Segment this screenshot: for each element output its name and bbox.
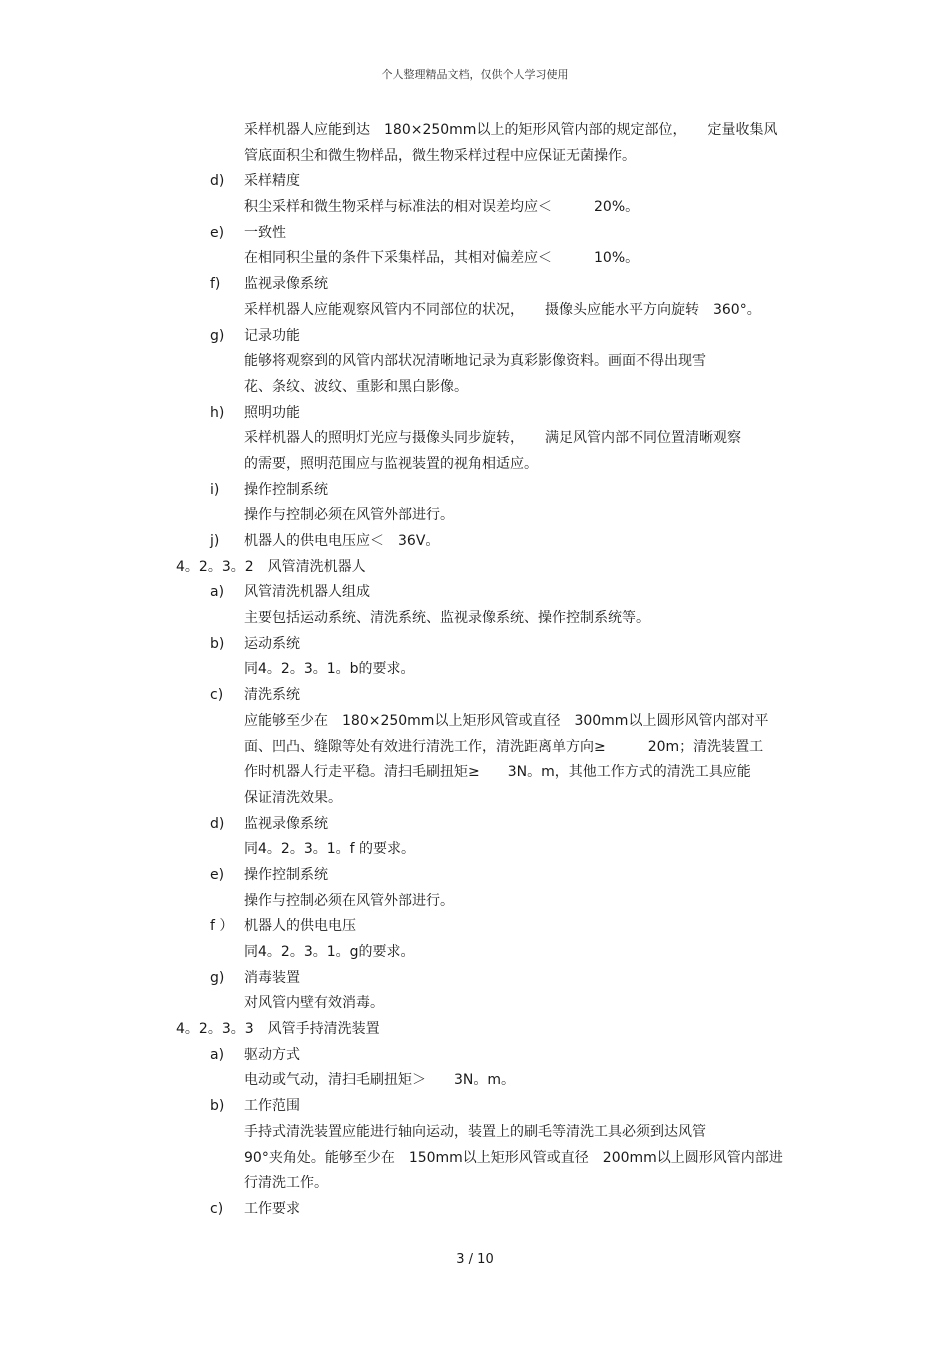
list-item — [0, 966, 950, 992]
paragraph-line — [0, 991, 950, 1017]
list-item — [0, 401, 950, 427]
list-item — [0, 272, 950, 298]
line-text: 采样机器人应能观察风管内不同部位的状况， 摄像头应能水平方向旋转 360°。 — [244, 301, 761, 318]
paragraph-line — [0, 709, 950, 735]
list-item — [0, 169, 950, 195]
section-heading — [0, 555, 950, 581]
section-heading-text: 4。2。3。2 风管清洗机器人 — [176, 558, 366, 575]
document-body — [0, 118, 950, 1223]
list-item-label: e) — [210, 866, 225, 883]
list-item-label: a) — [210, 1046, 225, 1063]
line-text: 工作范围 — [244, 1098, 300, 1115]
line-text: 90°夹角处。能够至少在 150mm以上矩形风管或直径 200mm以上圆形风管内部进 — [244, 1149, 783, 1166]
list-item — [0, 683, 950, 709]
paragraph-line — [0, 503, 950, 529]
section-heading-text: 4。2。3。3 风管手持清洗装置 — [176, 1021, 380, 1038]
list-item-label: j) — [210, 533, 220, 549]
line-text: 操作控制系统 — [244, 481, 328, 498]
paragraph-line — [0, 452, 950, 478]
line-text: 风管清洗机器人组成 — [244, 584, 370, 601]
page-header: 个人整理精品文档，仅供个人学习使用 — [381, 68, 569, 81]
line-text: 运动系统 — [244, 635, 300, 652]
line-text: 同4。2。3。1。b的要求。 — [244, 661, 415, 678]
paragraph-line — [0, 298, 950, 324]
paragraph-line — [0, 786, 950, 812]
line-text: 工作要求 — [244, 1200, 300, 1217]
list-item — [0, 1043, 950, 1069]
paragraph-line — [0, 195, 950, 221]
line-text: 保证清洗效果。 — [244, 789, 342, 806]
list-item — [0, 221, 950, 247]
list-item — [0, 632, 950, 658]
line-text: 主要包括运动系统、清洗系统、监视录像系统、操作控制系统等。 — [244, 610, 650, 627]
line-text: 管底面积尘和微生物样品，微生物采样过程中应保证无菌操作。 — [244, 147, 636, 164]
line-text: 电动或气动，清扫毛刷扭矩＞ 3N。m。 — [244, 1072, 516, 1089]
paragraph-line — [0, 940, 950, 966]
line-text: 能够将观察到的风管内部状况清晰地记录为真彩影像资料。画面不得出现雪 — [244, 353, 706, 370]
list-item-label: c) — [210, 687, 224, 704]
line-text: 手持式清洗装置应能进行轴向运动，装置上的刷毛等清洗工具必须到达风管 — [244, 1123, 706, 1140]
line-text: 应能够至少在 180×250mm以上矩形风管或直径 300mm以上圆形风管内部对平 — [244, 712, 769, 729]
paragraph-line — [0, 760, 950, 786]
paragraph-line — [0, 118, 950, 144]
line-text: 记录功能 — [244, 327, 300, 344]
list-item — [0, 914, 950, 940]
list-item-label: f ） — [210, 918, 234, 935]
list-item-label: g) — [210, 327, 225, 344]
list-item — [0, 1197, 950, 1223]
list-item — [0, 812, 950, 838]
paragraph-line — [0, 1068, 950, 1094]
line-text: 面、凹凸、缝隙等处有效进行清洗工作，清洗距离单方向≥ 20m；清洗装置工 — [244, 738, 764, 755]
line-text: 同4。2。3。1。g的要求。 — [244, 944, 415, 960]
line-text: 采样精度 — [244, 173, 300, 190]
paragraph-line — [0, 837, 950, 863]
line-text: 作时机器人行走平稳。清扫毛刷扭矩≥ 3N。m，其他工作方式的清洗工具应能 — [244, 764, 751, 781]
line-text: 监视录像系统 — [244, 815, 328, 832]
paragraph-line — [0, 349, 950, 375]
line-text: 采样机器人的照明灯光应与摄像头同步旋转， 满足风管内部不同位置清晰观察 — [244, 430, 741, 447]
paragraph-line — [0, 144, 950, 170]
list-item — [0, 1094, 950, 1120]
line-text: 花、条纹、波纹、重影和黑白影像。 — [244, 378, 468, 395]
list-item — [0, 324, 950, 350]
paragraph-line — [0, 1171, 950, 1197]
line-text: 监视录像系统 — [244, 276, 328, 293]
list-item-label: a) — [210, 584, 225, 601]
line-text: 采样机器人应能到达 180×250mm以上的矩形风管内部的规定部位， 定量收集风 — [244, 122, 778, 138]
paragraph-line — [0, 375, 950, 401]
line-text: 的需要，照明范围应与监视装置的视角相适应。 — [244, 455, 538, 472]
paragraph-line — [0, 735, 950, 761]
line-text: 行清洗工作。 — [244, 1175, 328, 1192]
list-item-label: g) — [210, 969, 225, 986]
paragraph-line — [0, 606, 950, 632]
list-item-label: d) — [210, 815, 225, 832]
line-text: 清洗系统 — [244, 687, 300, 704]
list-item — [0, 863, 950, 889]
paragraph-line — [0, 246, 950, 272]
line-text: 对风管内壁有效消毒。 — [244, 995, 384, 1012]
line-text: 机器人的供电电压 — [244, 918, 356, 935]
line-text: 照明功能 — [244, 404, 300, 421]
list-item-label: e) — [210, 224, 225, 241]
section-heading — [0, 1017, 950, 1043]
list-item — [0, 529, 950, 555]
line-text: 积尘采样和微生物采样与标准法的相对误差均应＜ 20%。 — [244, 199, 640, 216]
list-item-label: i) — [210, 481, 220, 498]
list-item — [0, 580, 950, 606]
line-text: 操作与控制必须在风管外部进行。 — [244, 892, 454, 909]
list-item-label: b) — [210, 635, 225, 652]
page-number: 3 / 10 — [456, 1252, 494, 1267]
line-text: 机器人的供电电压应＜ 36V。 — [244, 533, 440, 549]
list-item-label: d) — [210, 173, 225, 190]
line-text: 在相同积尘量的条件下采集样品，其相对偏差应＜ 10%。 — [244, 250, 640, 267]
line-text: 操作与控制必须在风管外部进行。 — [244, 507, 454, 524]
list-item-label: b) — [210, 1098, 225, 1115]
paragraph-line — [0, 426, 950, 452]
paragraph-line — [0, 1120, 950, 1146]
list-item — [0, 478, 950, 504]
paragraph-line — [0, 1146, 950, 1172]
line-text: 消毒装置 — [244, 969, 300, 986]
list-item-label: c) — [210, 1200, 224, 1217]
list-item-label: f) — [210, 276, 221, 293]
list-item-label: h) — [210, 404, 225, 421]
line-text: 同4。2。3。1。f 的要求。 — [244, 841, 416, 858]
line-text: 驱动方式 — [244, 1046, 300, 1063]
paragraph-line — [0, 657, 950, 683]
line-text: 一致性 — [244, 224, 286, 241]
line-text: 操作控制系统 — [244, 866, 328, 883]
paragraph-line — [0, 889, 950, 915]
